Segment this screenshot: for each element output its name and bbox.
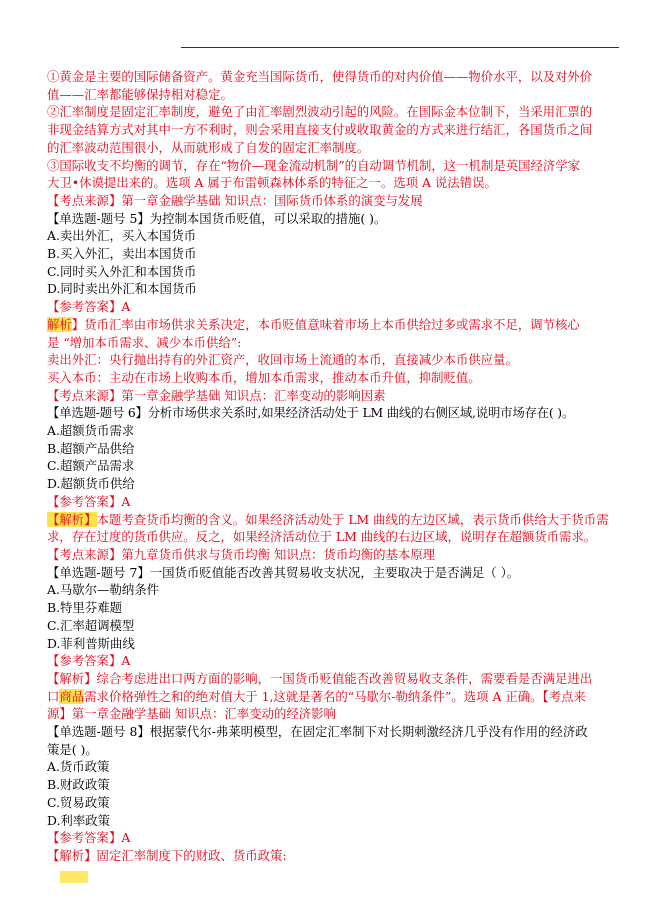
q5-analysis-text1: 货币汇率由市场供求关系决定，本币贬值意味着市场上本币供给过多或需求不足，调节核心: [84, 316, 580, 332]
q6-option-d: D.超额货币供给: [47, 476, 135, 492]
q8-option-a: A.货币政策: [47, 759, 110, 775]
q7-option-d: D.菲利普斯曲线: [47, 635, 135, 651]
q6-analysis-line2: 求，存在过度的货币供应。反之，如果经济活动位于 LM 曲线的右边区域，说明存在超额货币需求。: [47, 529, 597, 545]
header-rule: [181, 47, 619, 48]
q7-analysis-line2: [47, 688, 627, 706]
q5-sell-fx: 卖出外汇：央行抛出持有的外汇资产，收回市场上流通的本币，直接减少本币供应量。: [47, 352, 518, 368]
q6-option-c: C.超额产品需求: [47, 458, 135, 474]
q8-option-b: B.财政政策: [47, 777, 110, 793]
q5-stem: 【单选题-题号 5】为控制本国货币贬值，可以采取的措施( )。: [47, 210, 387, 226]
para2-line2: 非现金结算方式对其中一方不利时，则会采用直接支付或收取黄金的方式来进行结汇，各国货币之间: [47, 122, 593, 138]
q8-option-c: C.贸易政策: [47, 794, 110, 810]
q6-analysis-tag: 【解析】: [47, 511, 97, 527]
q5-option-d: D.同时卖出外汇和本国货币: [47, 281, 197, 297]
para2-line3: 的汇率波动范围很小，从而就形成了自发的固定汇率制度。: [47, 139, 370, 155]
q5-analysis-tag: 解析: [47, 316, 72, 332]
q7-analysis-line1: 【解析】综合考虑进出口两方面的影响，一国货币贬值能否改善贸易收支条件，需要看是否满足进出: [47, 670, 593, 686]
q4-source: 【考点来源】第一章金融学基础 知识点：国际货币体系的演变与发展: [47, 192, 423, 208]
q5-answer: 【参考答案】A: [47, 299, 131, 315]
q7-stem: 【单选题-题号 7】一国货币贬值能否改善其贸易收支状况，主要取决于是否满足（ ）。: [47, 564, 520, 580]
q5-analysis-line1: [47, 316, 627, 334]
q8-analysis: 【解析】固定汇率制度下的财政、货币政策:: [47, 847, 287, 863]
q7-analysis-pre: 口: [47, 688, 60, 704]
highlight-mark: [60, 871, 88, 883]
q5-option-b: B.买入外汇，卖出本国货币: [47, 246, 197, 262]
document-body: [47, 68, 627, 865]
q7-analysis-line3: 源】第一章金融学基础 知识点：汇率变动的经济影响: [47, 706, 336, 722]
para3-line1: ③国际收支不均衡的调节，存在“物价—现金流动机制”的自动调节机制，这一机制是英国经济学家: [47, 157, 581, 173]
q5-buy-local: 买入本币：主动在市场上收购本币，增加本币需求，推动本币升值，抑制贬值。: [47, 369, 481, 385]
q5-analysis-line2: 是 “增加本币需求、减少本币供给”:: [47, 334, 242, 350]
q7-option-a: A.马歇尔—勒纳条件: [47, 582, 160, 598]
q8-stem-line2: 策是( )。: [47, 741, 98, 757]
q6-option-b: B.超额产品供给: [47, 440, 135, 456]
q8-stem-line1: 【单选题-题号 8】根据蒙代尔-弗莱明模型，在固定汇率制下对长期刺激经济几乎没有作用的经济政: [47, 724, 588, 740]
q5-source: 【考点来源】第一章金融学基础 知识点：汇率变动的影响因素: [47, 387, 386, 403]
q5-analysis-bracket: 】: [71, 316, 85, 332]
q8-option-d: D.利率政策: [47, 812, 110, 828]
para1-line1: ①黄金是主要的国际储备资产。黄金充当国际货币，使得货币的对内价值——物价水平，以及对外价: [47, 69, 593, 84]
para3-line2: 大卫•休谟提出来的。选项 A 属于布雷顿森林体系的特征之一。选项 A 说法错误。: [47, 175, 497, 191]
para1-line2: 值——汇率都能够保持相对稳定。: [47, 86, 233, 102]
q6-analysis-text1: 本题考查货币均衡的含义。如果经济活动处于 LM 曲线的左边区域，表示货币供给大于货币需: [96, 511, 609, 527]
q5-option-c: C.同时买入外汇和本国货币: [47, 263, 197, 279]
q7-analysis-rest: 需求价格弹性之和的绝对值大于 1,这就是著名的“马歇尔-勒纳条件”。选项 A 正确。【考点来: [84, 688, 586, 704]
q6-answer: 【参考答案】A: [47, 493, 131, 509]
q7-answer: 【参考答案】A: [47, 653, 131, 669]
q8-answer: 【参考答案】A: [47, 830, 131, 846]
q6-source: 【考点来源】第九章货币供求与货币均衡 知识点：货币均衡的基本原理: [47, 546, 436, 562]
q7-analysis-highlight: 商品: [59, 688, 85, 704]
q6-option-a: A.超额货币需求: [47, 423, 135, 439]
para2-line1: ②汇率制度是固定汇率制度，避免了由汇率剧烈波动引起的风险。在国际金本位制下，当采用汇票的: [47, 104, 593, 120]
q7-option-c: C.汇率超调模型: [47, 617, 135, 633]
q5-option-a: A.卖出外汇，买入本国货币: [47, 228, 197, 244]
q7-option-b: B.特里芬难题: [47, 600, 122, 616]
q6-analysis-line1: [47, 511, 627, 529]
q6-stem: 【单选题-题号 6】分析市场供求关系时,如果经济活动处于 LM 曲线的右侧区域,说明市场存在( )。: [47, 405, 575, 421]
